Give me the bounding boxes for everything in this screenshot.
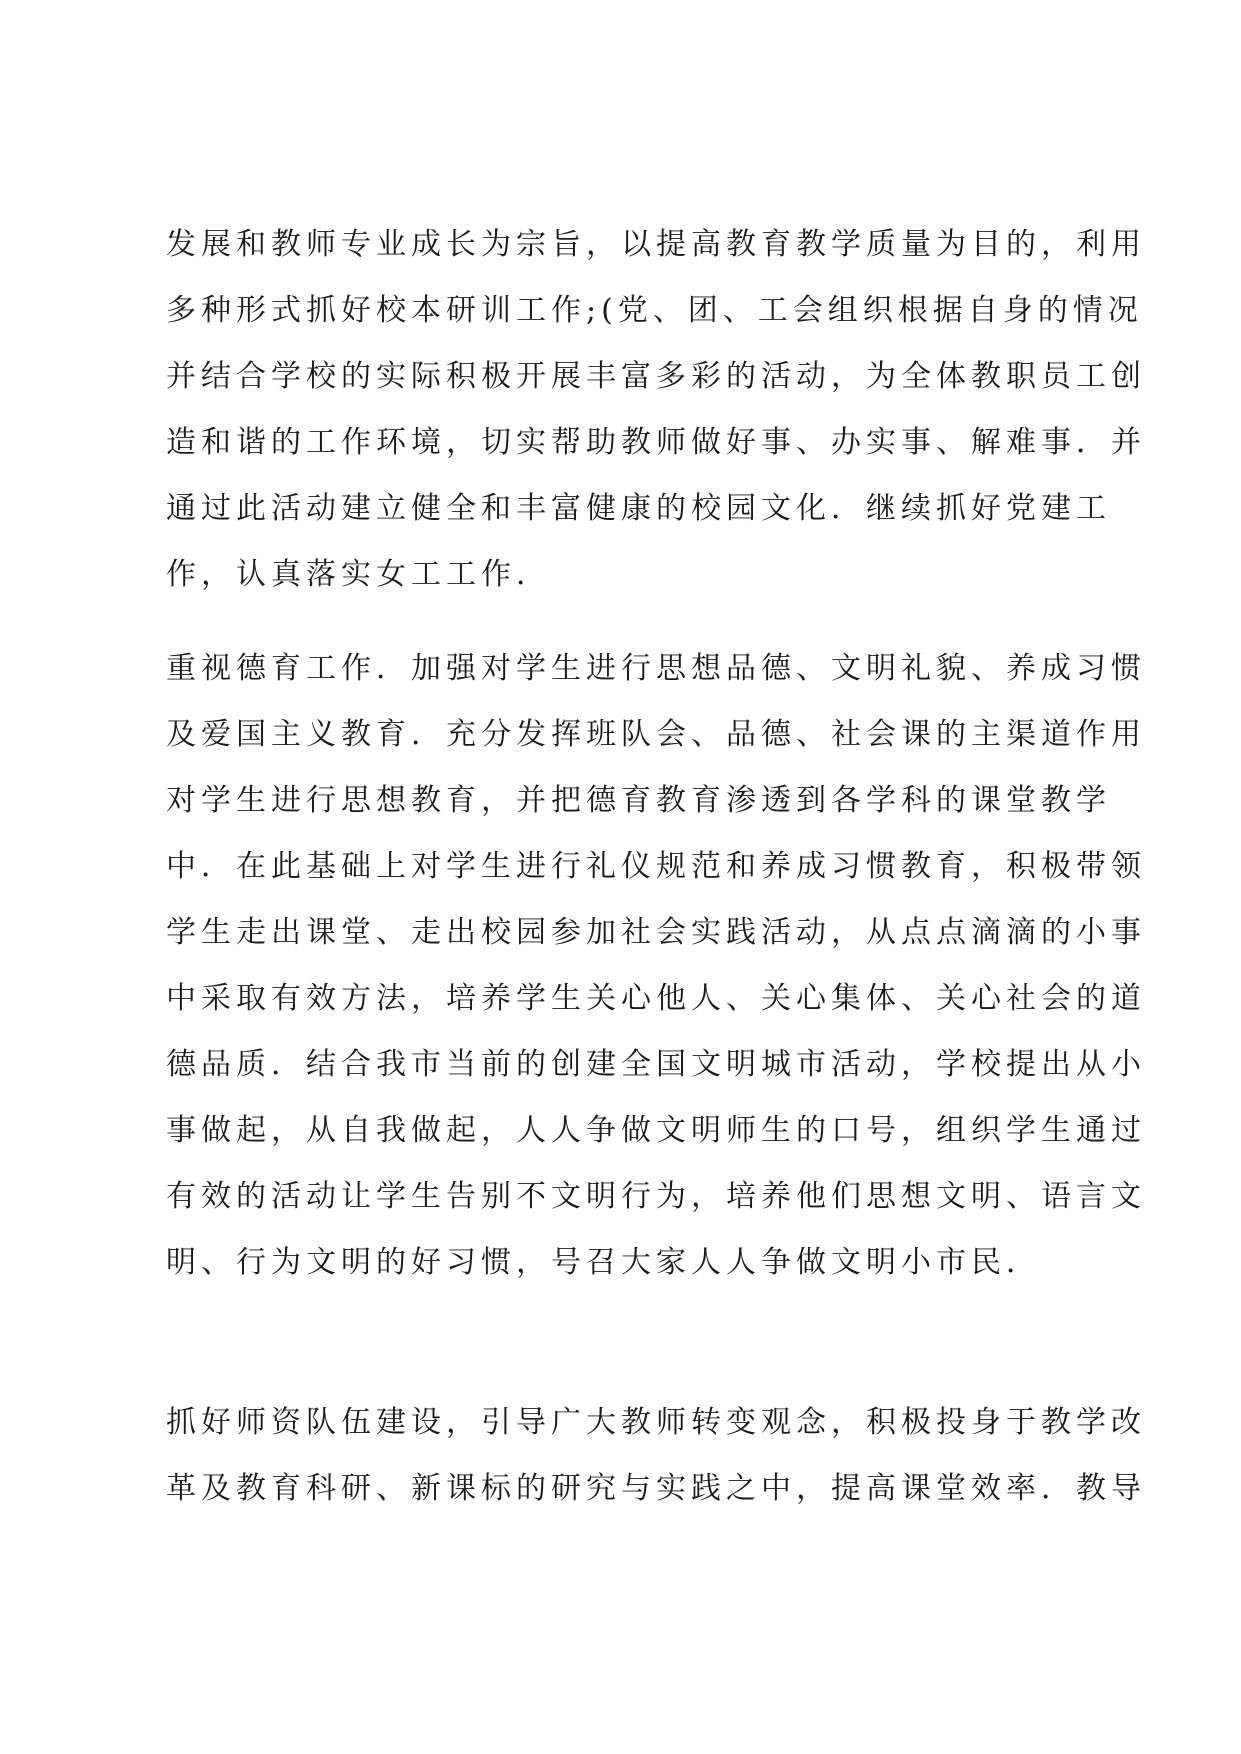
text-line: 明、行为文明的好习惯，号召大家人人争做文明小市民． (166, 1245, 1041, 1280)
text-line: 及爱国主义教育．充分发挥班队会、品德、社会课的主渠道作用 (166, 717, 1146, 752)
paragraph-teacher-team (166, 1390, 1166, 1522)
text-line: 德品质．结合我市当前的创建全国文明城市活动，学校提出从小 (166, 1047, 1146, 1082)
text-line: 多种形式抓好校本研训工作;(党、团、工会组织根据自身的情况 (166, 293, 1143, 328)
text-line: 中采取有效方法，培养学生关心他人、关心集体、关心社会的道 (166, 981, 1146, 1016)
text-line: 中．在此基础上对学生进行礼仪规范和养成习惯教育，积极带领 (166, 849, 1146, 884)
text-line: 抓好师资队伍建设，引导广大教师转变观念，积极投身于教学改 (166, 1405, 1146, 1440)
text-line: 对学生进行思想教育，并把德育教育渗透到各学科的课堂教学 (166, 783, 1111, 818)
text-line: 造和谐的工作环境，切实帮助教师做好事、办实事、解难事．并 (166, 425, 1146, 460)
text-line: 作，认真落实女工工作． (166, 557, 551, 592)
paragraph-moral-education (166, 636, 1166, 1296)
text-line: 学生走出课堂、走出校园参加社会实践活动，从点点滴滴的小事 (166, 915, 1146, 950)
text-line: 革及教育科研、新课标的研究与实践之中，提高课堂效率．教导 (166, 1471, 1146, 1506)
text-line: 通过此活动建立健全和丰富健康的校园文化．继续抓好党建工 (166, 491, 1111, 526)
text-line: 有效的活动让学生告别不文明行为，培养他们思想文明、语言文 (166, 1179, 1146, 1214)
text-line: 重视德育工作．加强对学生进行思想品德、文明礼貌、养成习惯 (166, 651, 1146, 686)
text-line: 发展和教师专业成长为宗旨，以提高教育教学质量为目的，利用 (166, 227, 1146, 262)
paragraph-party-work (166, 212, 1166, 608)
text-line: 并结合学校的实际积极开展丰富多彩的活动，为全体教职员工创 (166, 359, 1146, 394)
text-line: 事做起，从自我做起，人人争做文明师生的口号，组织学生通过 (166, 1113, 1146, 1148)
